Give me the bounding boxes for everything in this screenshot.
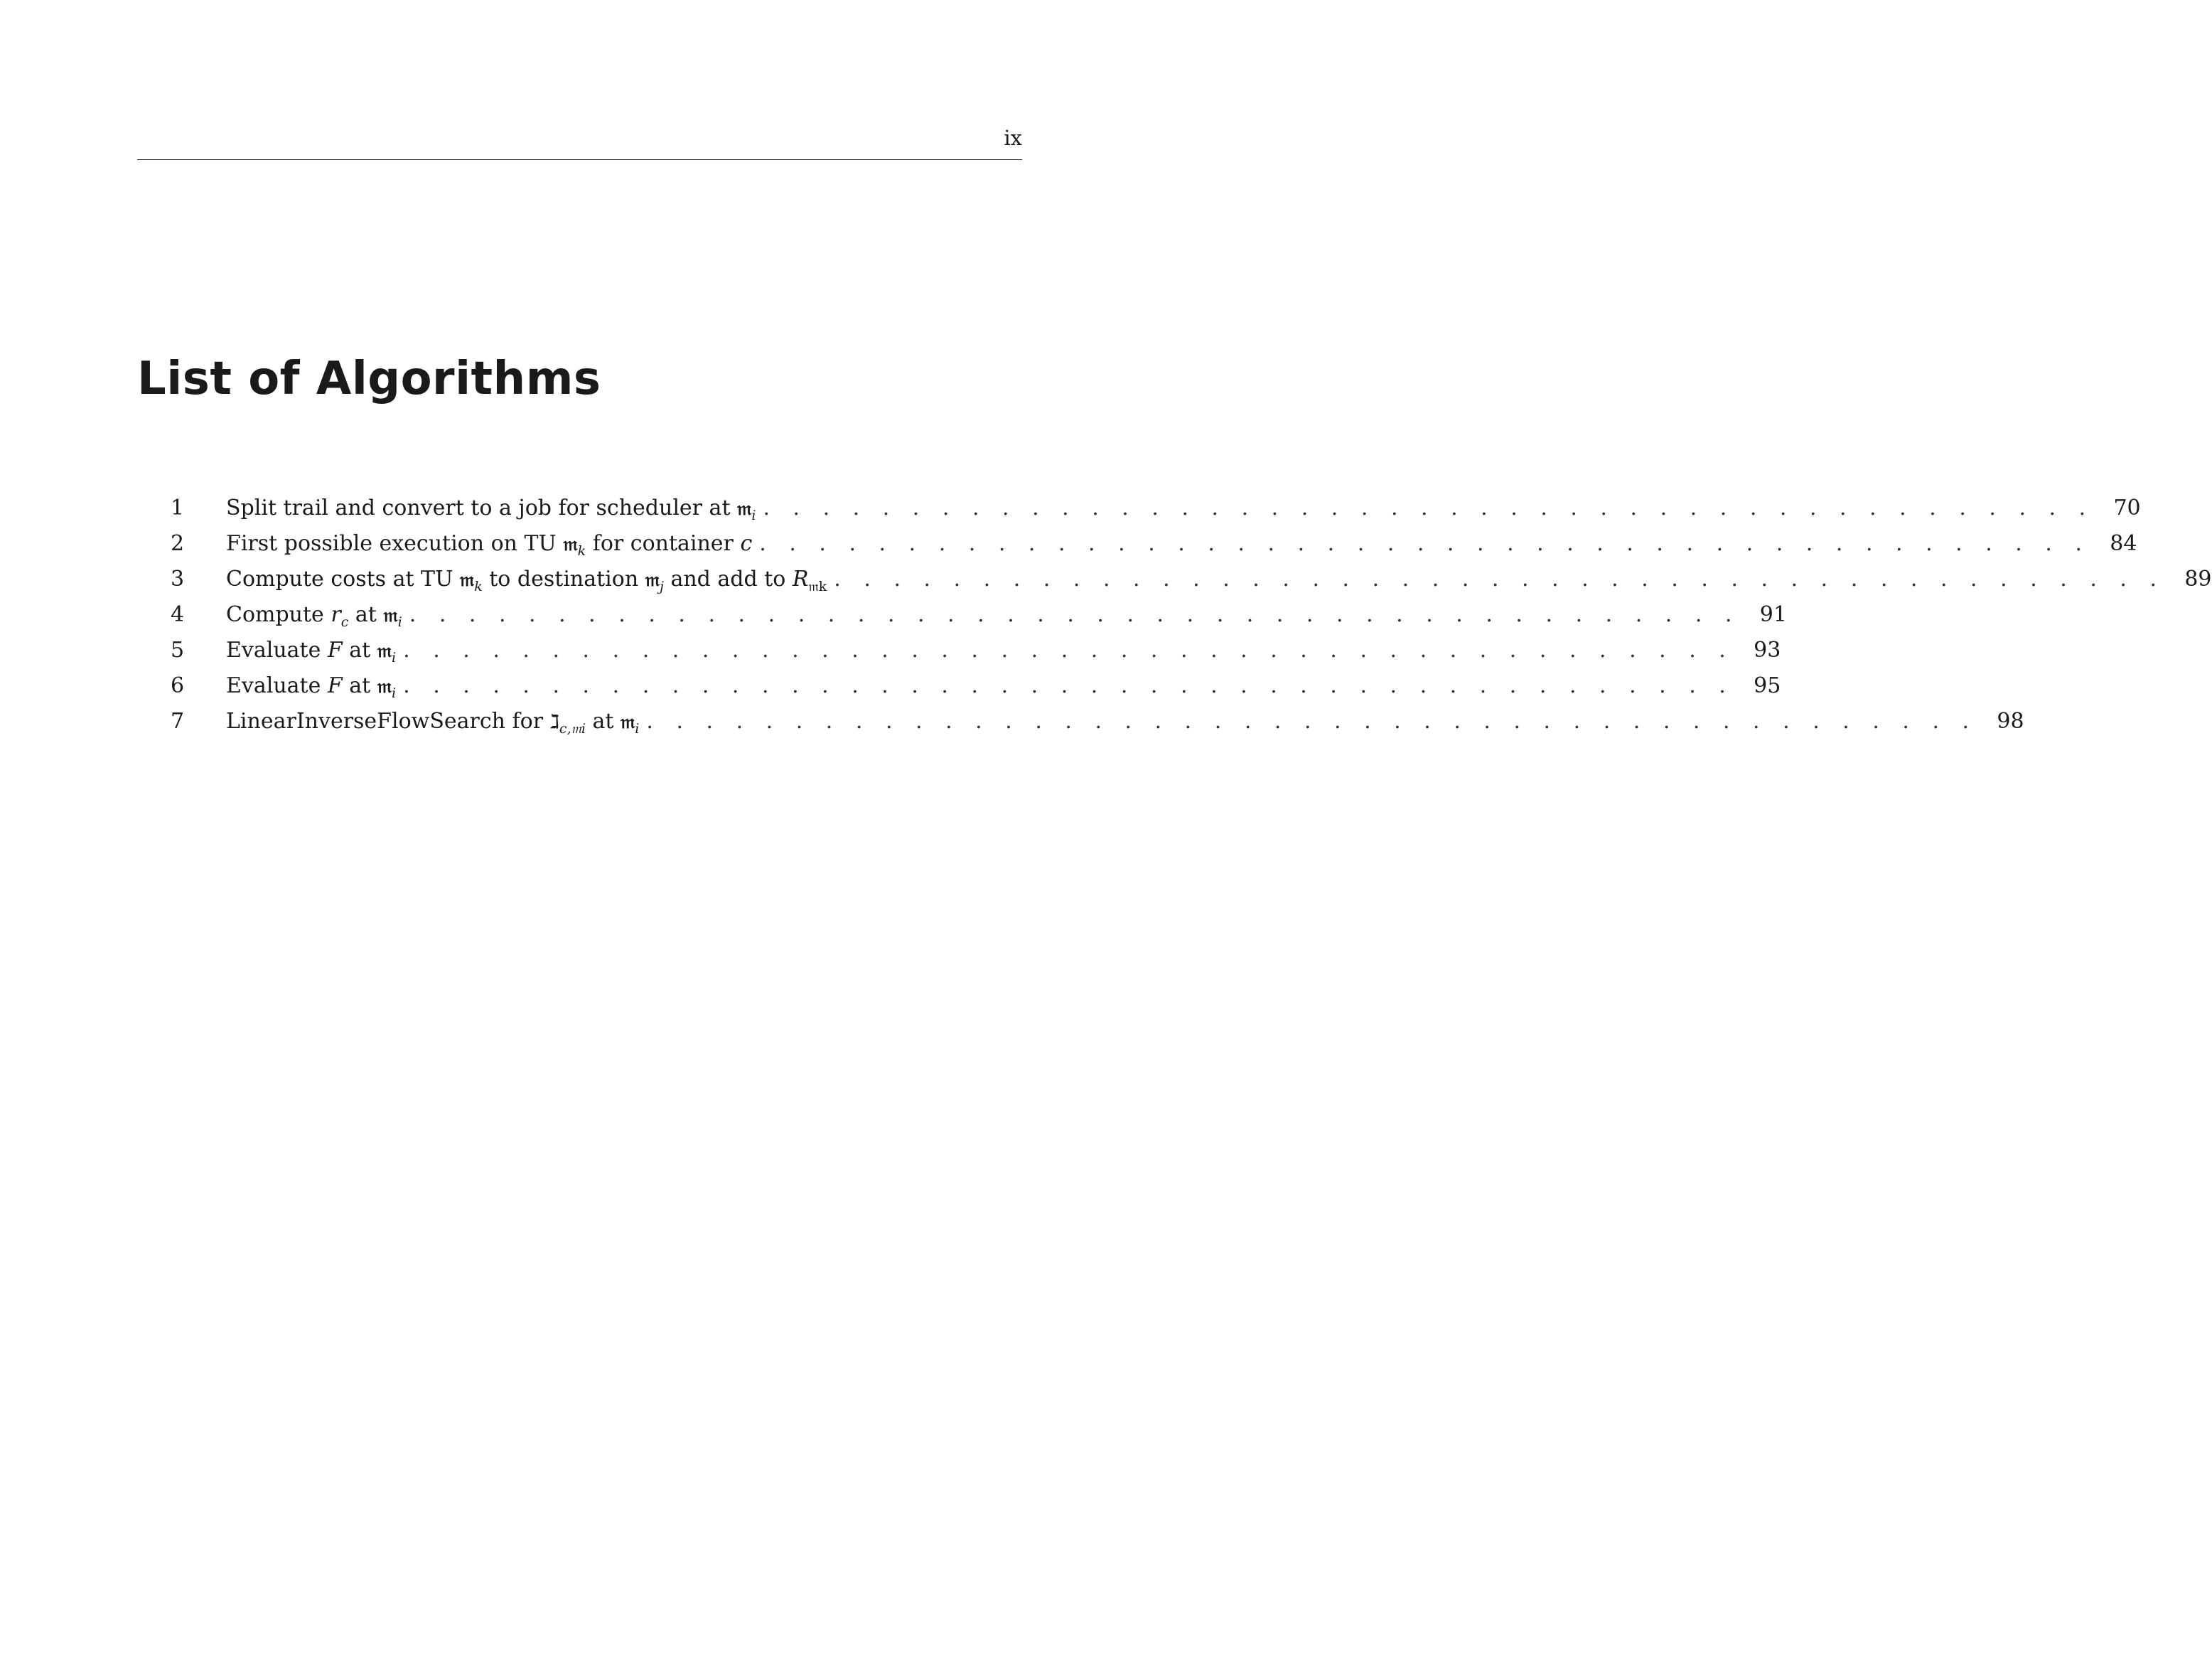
chapter-title: List of Algorithms	[137, 353, 601, 405]
algorithm-page-number[interactable]: 89	[2184, 567, 2212, 592]
algorithm-title: Split trail and convert to a job for scheduler at 𝔪$_i$	[226, 491, 763, 527]
algorithm-page-number[interactable]: 93	[1754, 638, 1781, 663]
algorithm-page-number[interactable]: 70	[2113, 496, 2141, 520]
algorithm-title: Compute $r_c$ at 𝔪$_i$	[226, 597, 409, 633]
dot-leader: . . . . . . . . . . . . . . . . . . . . . . . . . . . . . . . . . . . . . . . . . . . . .	[763, 496, 2094, 520]
page-header	[137, 125, 1022, 160]
algorithm-title: Compute costs at TU 𝔪$_k$ to destination 𝔪$_j$ and add to $R_{𝔪k}$	[226, 562, 834, 598]
algorithm-number: 1	[171, 496, 185, 520]
dot-leader: . . . . . . . . . . . . . . . . . . . . . . . . . . . . . . . . . . . . . . . . . . . . .	[759, 531, 2090, 556]
algorithm-entry-6[interactable]	[137, 668, 1781, 704]
algorithm-entry-7[interactable]	[137, 704, 2024, 739]
algorithm-number: 3	[171, 567, 185, 592]
algorithm-number: 2	[171, 531, 185, 556]
dot-leader: . . . . . . . . . . . . . . . . . . . . . . . . . . . . . . . . . . . . . . . . . . . . .	[409, 602, 1740, 627]
dot-leader: . . . . . . . . . . . . . . . . . . . . . . . . . . . . . . . . . . . . . . . . . . . . .	[403, 638, 1734, 663]
algorithm-page-number[interactable]: 84	[2110, 531, 2137, 556]
algorithm-title: Evaluate F at 𝔪$_i$	[226, 633, 403, 669]
dot-leader: . . . . . . . . . . . . . . . . . . . . . . . . . . . . . . . . . . . . . . . . . . . . .	[403, 673, 1734, 698]
algorithm-page-number[interactable]: 95	[1754, 673, 1781, 698]
algorithm-page-number[interactable]: 91	[1759, 602, 1787, 627]
page-number: ix	[1004, 126, 1022, 150]
algorithm-entry-1[interactable]	[137, 491, 2141, 526]
algorithm-title: First possible execution on TU 𝔪$_k$ for container c	[226, 526, 759, 562]
algorithm-number: 5	[171, 638, 185, 663]
algorithm-title: Evaluate F at 𝔪$_i$	[226, 668, 403, 705]
dot-leader: . . . . . . . . . . . . . . . . . . . . . . . . . . . . . . . . . . . . . . . . . . . . .	[834, 567, 2165, 592]
algorithm-number: 6	[171, 673, 185, 698]
algorithm-entry-3[interactable]	[137, 562, 2212, 597]
algorithm-list	[137, 491, 2212, 739]
algorithm-number: 4	[171, 602, 185, 627]
dot-leader: . . . . . . . . . . . . . . . . . . . . . . . . . . . . . . . . . . . . . . . . . . . . .	[646, 709, 1977, 734]
algorithm-number: 7	[171, 709, 185, 734]
algorithm-title: LinearInverseFlowSearch for ℷ$_{c,𝔪i}$ at 𝔪$_i$	[226, 704, 646, 740]
algorithm-entry-2[interactable]	[137, 526, 2137, 562]
algorithm-entry-4[interactable]	[137, 597, 1787, 633]
algorithm-entry-5[interactable]	[137, 633, 1781, 668]
algorithm-page-number[interactable]: 98	[1997, 709, 2024, 734]
